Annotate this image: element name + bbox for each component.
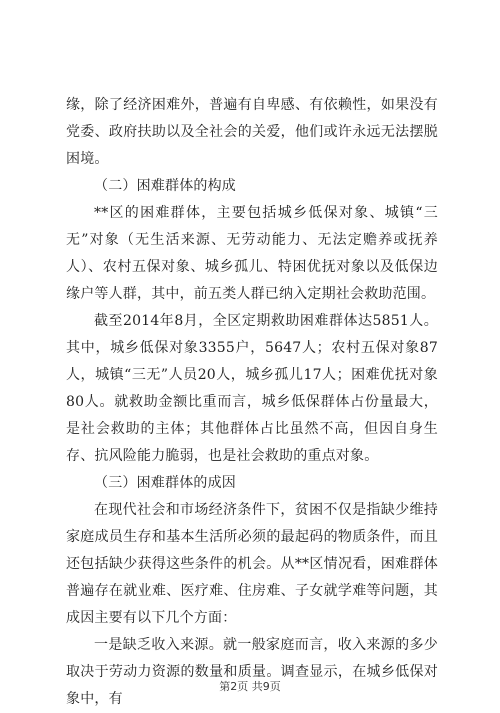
paragraph-statistics: 截至2014年8月，全区定期救助困难群体达5851人。其中，城乡低保对象3355户，5647人；农村五保对象87人，城镇“三无”人员20人，城乡孤儿17人；困难优抚对象80人。就救助金额比重而言，城乡低保群体占份量最大，是社会救助的主体；其他群体占比虽然不高，但因自身生存、抗风险能力脆弱，也是社会救助的重点对象。 [66,313,438,464]
paragraph-composition: **区的困难群体，主要包括城乡低保对象、城镇“三无”对象（无生活来源、无劳动能力、无法定赡养或抚养人）、农村五保对象、城乡孤儿、特困优抚对象以及低保边缘户等人群，其中，前五类人群已纳入定期社会救助范围。 [66,205,438,302]
section-heading-composition: （二）困难群体的构成 [94,178,236,194]
paragraph-causes: 在现代社会和市场经济条件下，贫困不仅是指缺少维持家庭成员生存和基本生活所必须的最起码的物质条件，而且还包括缺少获得这些条件的机会。从**区情况看，困难群体普遍存在就业难、医疗难、住房难、子女就学难等问题，其成因主要有以下几个方面： [66,502,438,626]
section-heading-causes: （三）困难群体的成因 [94,475,236,491]
page-number-footer: 第2页 共9页 [219,680,281,693]
paragraph-continuation: 缘，除了经济困难外，普遍有自卑感、有依赖性，如果没有党委、政府扶助以及全社会的关爱，他们或许永远无法摆脱困境。 [66,97,438,167]
document-body [66,92,438,713]
paragraph-income: 一是缺乏收入来源。就一般家庭而言，收入来源的多少取决于劳动力资源的数量和质量。调查显示，在城乡低保对象中，有 [66,637,438,707]
